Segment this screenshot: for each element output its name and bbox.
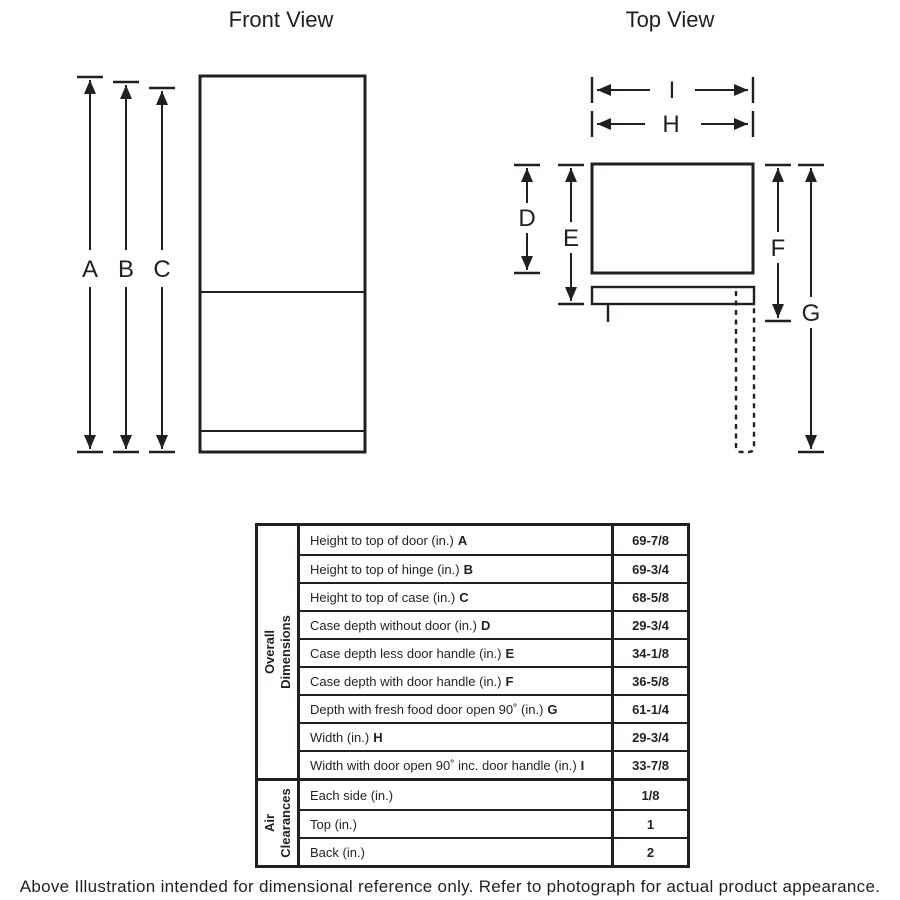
row-letter: E — [505, 645, 515, 661]
table-row — [300, 554, 687, 582]
row-value: 29-3/4 — [611, 724, 687, 750]
row-label: Case depth less door handle (in.) — [310, 645, 502, 661]
dimensions-table — [255, 523, 690, 868]
table-row — [300, 781, 687, 809]
dim-arrow-e — [558, 165, 584, 304]
table-row — [300, 610, 687, 638]
air-clearances-section — [258, 778, 687, 865]
row-letter: G — [547, 701, 558, 717]
row-value: 29-3/4 — [611, 612, 687, 638]
row-value: 34-1/8 — [611, 640, 687, 666]
row-value: 68-5/8 — [611, 584, 687, 610]
row-value: 1 — [611, 811, 687, 837]
dim-label-b: B — [117, 256, 135, 283]
table-row — [300, 666, 687, 694]
row-label: Width with door open 90˚ inc. door handle (in.) — [310, 757, 577, 773]
row-label: Height to top of hinge (in.) — [310, 561, 460, 577]
dim-arrow-d — [514, 165, 540, 273]
row-value: 61-1/4 — [611, 696, 687, 722]
section-header-line: Overall — [261, 629, 277, 675]
dim-label-c: C — [153, 256, 171, 283]
row-value: 69-3/4 — [611, 556, 687, 582]
dim-label-i: I — [668, 77, 676, 104]
row-letter: H — [373, 729, 383, 745]
dim-label-f: F — [770, 235, 786, 262]
row-value: 69-7/8 — [611, 526, 687, 554]
dim-label-d: D — [518, 205, 536, 232]
dim-arrow-g — [798, 165, 824, 452]
row-value: 36-5/8 — [611, 668, 687, 694]
row-label: Height to top of case (in.) — [310, 589, 456, 605]
air-clearances-header — [258, 781, 300, 865]
table-row — [300, 750, 687, 778]
section-header-line: Air — [261, 813, 277, 833]
dim-arrow-b — [113, 82, 139, 452]
row-letter: A — [457, 532, 468, 548]
row-label: Width (in.) — [310, 729, 370, 745]
table-row — [300, 809, 687, 837]
row-letter: I — [580, 757, 585, 773]
table-row — [300, 638, 687, 666]
dim-arrow-h — [592, 111, 753, 138]
row-letter: D — [480, 617, 491, 633]
row-letter: B — [463, 561, 473, 577]
open-door-dashed-outline — [736, 291, 754, 452]
row-value: 1/8 — [611, 781, 687, 809]
row-label: Case depth with door handle (in.) — [310, 673, 502, 689]
row-label: Each side (in.) — [310, 787, 394, 803]
table-row — [300, 694, 687, 722]
section-header-line: Clearances — [277, 788, 293, 858]
dim-label-h: H — [662, 111, 680, 138]
row-value: 2 — [611, 839, 687, 865]
dim-label-g: G — [801, 300, 821, 327]
overall-dimensions-section — [258, 526, 687, 778]
dim-arrow-i — [592, 77, 753, 104]
row-label: Height to top of door (in.) — [310, 532, 454, 548]
footer-note: Above Illustration intended for dimensional reference only. Refer to photograph for actual product appearance. — [19, 877, 881, 896]
dim-label-e: E — [562, 225, 580, 252]
row-label: Depth with fresh food door open 90˚ (in.) — [310, 701, 544, 717]
dim-arrow-c — [149, 88, 175, 452]
front-view-title: Front View — [228, 7, 334, 32]
dim-arrow-a — [77, 77, 103, 452]
row-label: Top (in.) — [310, 816, 357, 832]
overall-dimensions-header — [258, 526, 300, 778]
row-value: 33-7/8 — [611, 752, 687, 778]
section-header-line: Dimensions — [277, 615, 293, 689]
fridge-front-outline — [200, 76, 365, 452]
top-view-title: Top View — [625, 7, 715, 32]
table-row — [300, 722, 687, 750]
row-letter: C — [459, 589, 469, 605]
fridge-top-outline — [592, 164, 754, 452]
row-label: Back (in.) — [310, 844, 365, 860]
dim-arrow-f — [765, 165, 791, 321]
row-label: Case depth without door (in.) — [310, 617, 477, 633]
table-row — [300, 582, 687, 610]
row-letter: F — [505, 673, 514, 689]
table-row — [300, 837, 687, 865]
table-row — [300, 526, 687, 554]
dim-label-a: A — [81, 256, 99, 283]
